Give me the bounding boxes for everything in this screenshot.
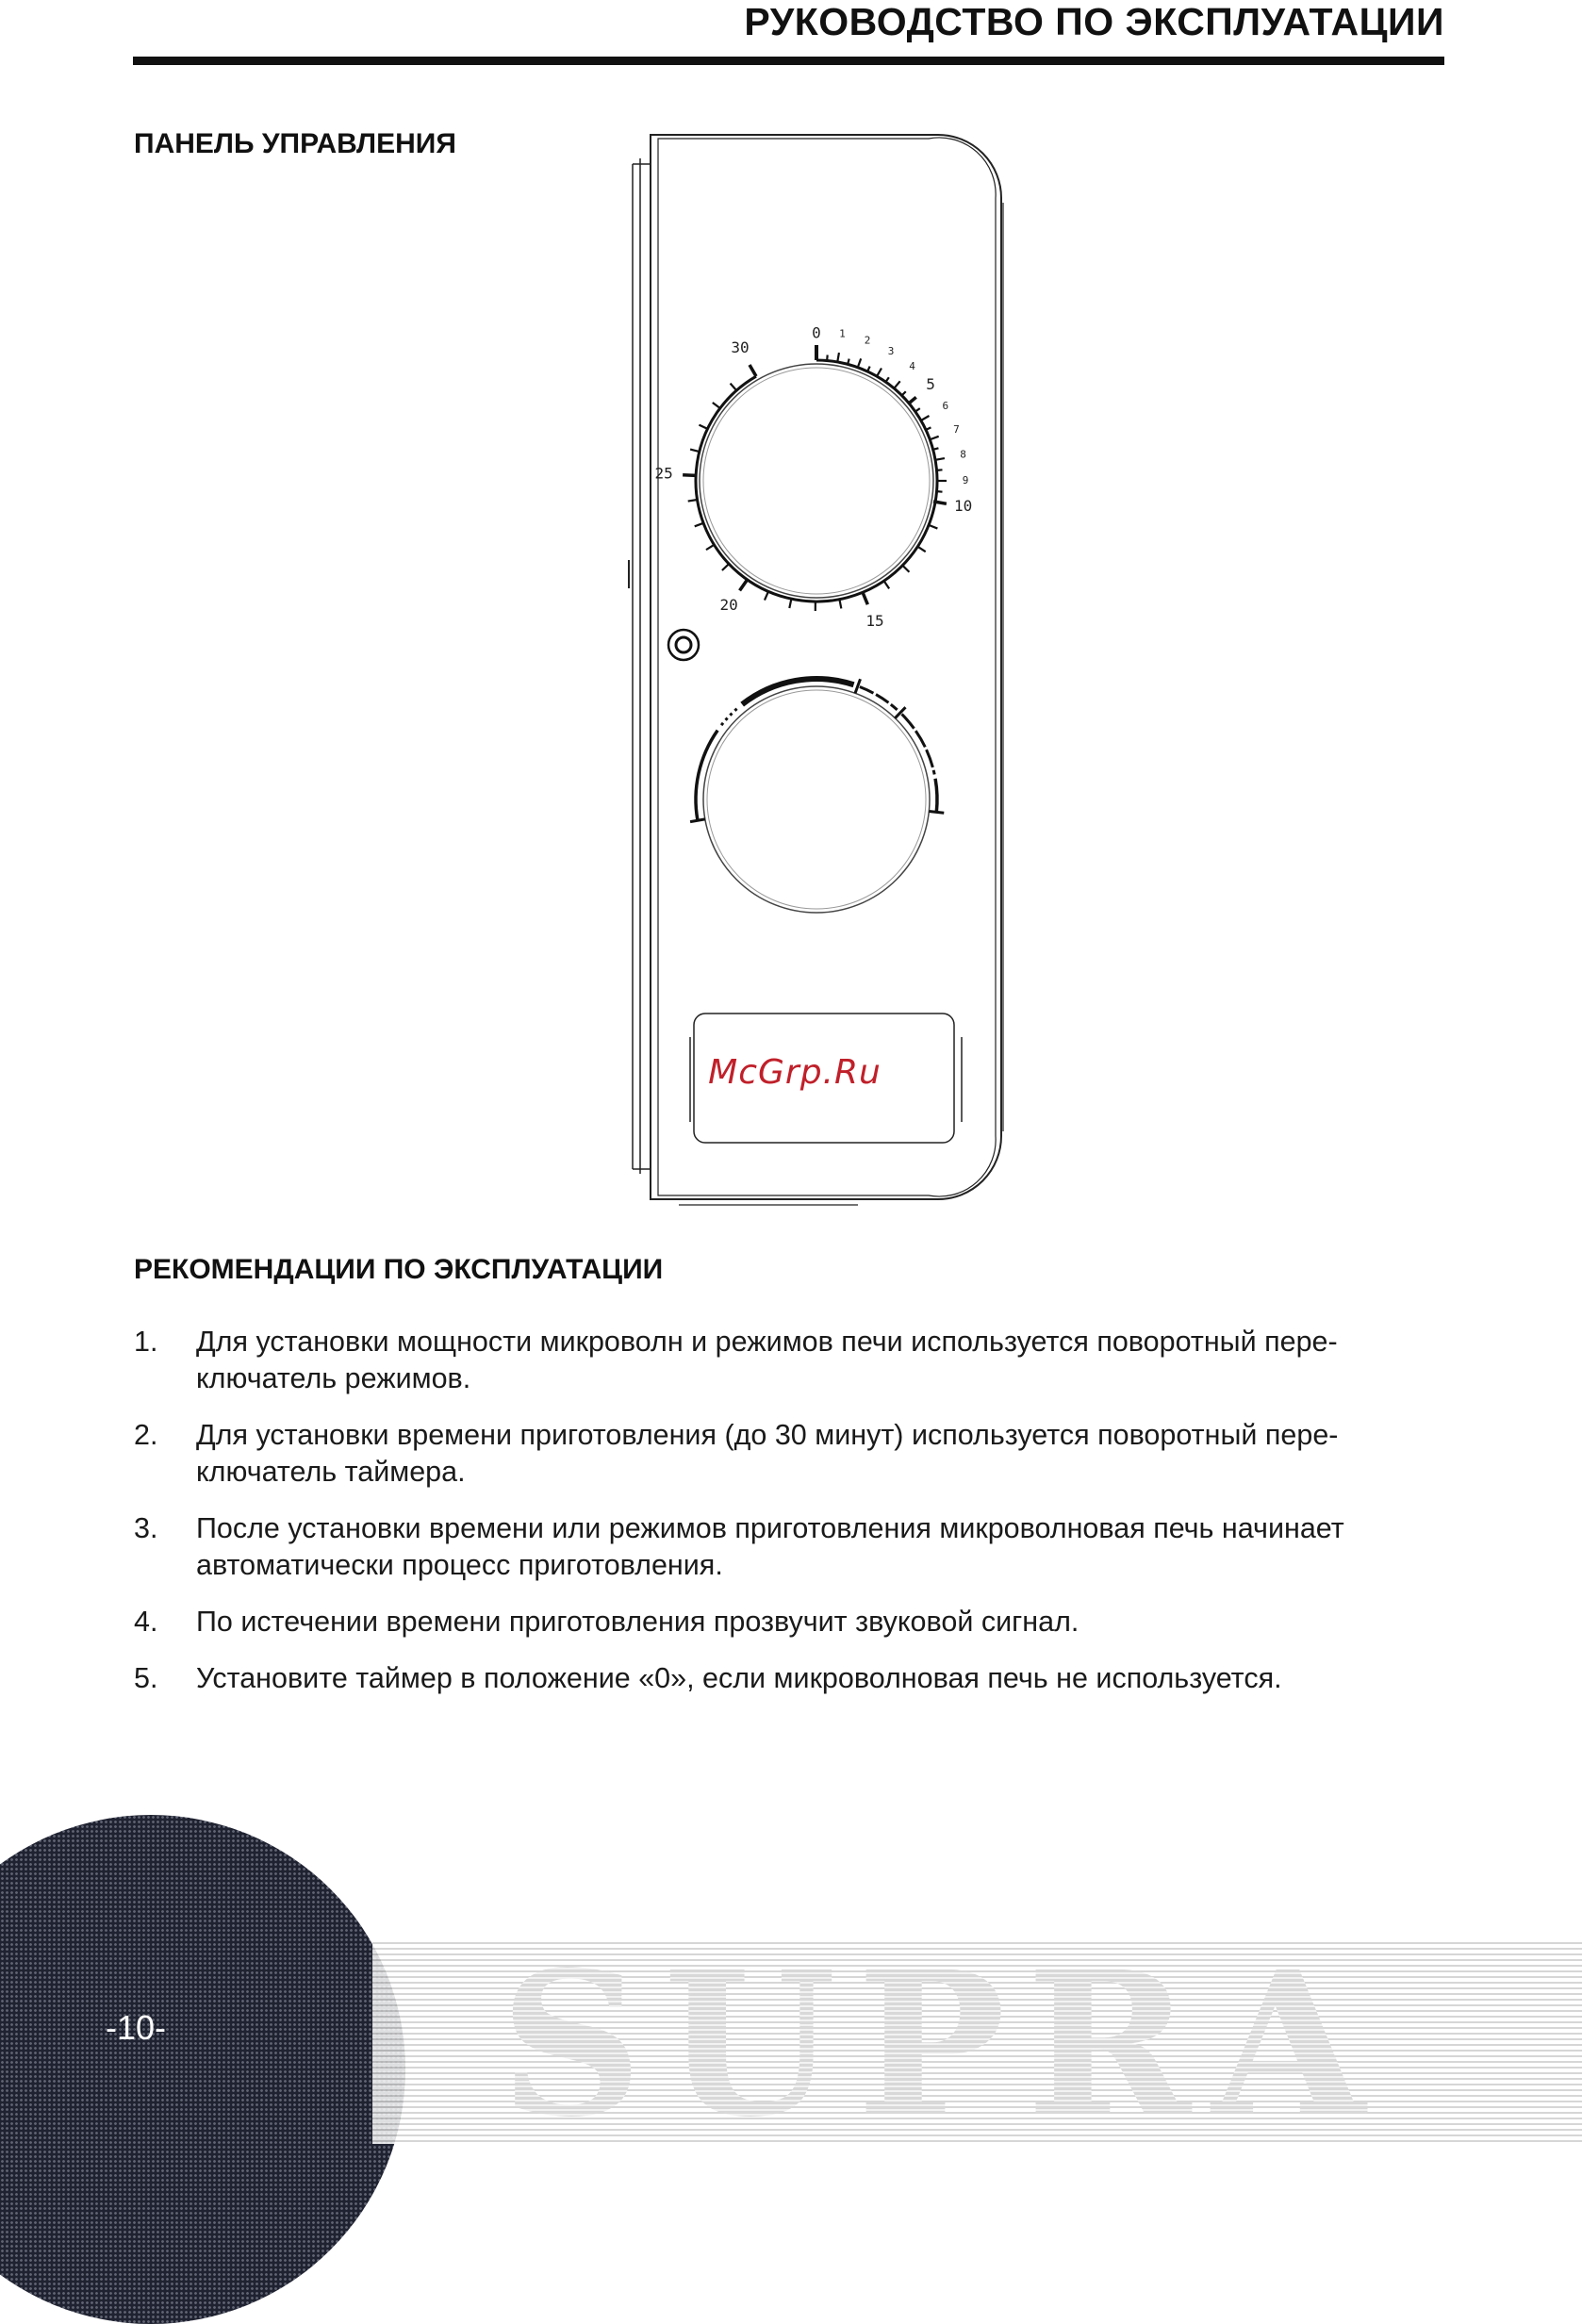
power-scale-marker xyxy=(690,819,705,822)
footer-dotted-circle xyxy=(0,1815,405,2324)
timer-scale-ticks xyxy=(683,345,947,611)
timer-tick xyxy=(750,365,756,376)
indicator-ring-icon xyxy=(668,630,699,660)
list-item xyxy=(134,1660,1446,1697)
timer-tick xyxy=(740,580,748,590)
list-item-number: 2. xyxy=(134,1417,157,1454)
list-item xyxy=(134,1604,1446,1640)
recommendations-title: РЕКОМЕНДАЦИИ ПО ЭКСПЛУАТАЦИИ xyxy=(134,1254,663,1286)
timer-label: 6 xyxy=(943,400,949,412)
power-scale-marker xyxy=(855,679,860,693)
header-rule xyxy=(133,57,1444,65)
timer-label: 4 xyxy=(909,360,915,372)
power-scale-segment xyxy=(860,687,898,710)
power-scale-arc xyxy=(690,679,944,822)
timer-label: 10 xyxy=(954,497,972,515)
timer-label: 30 xyxy=(731,338,749,356)
timer-label: 1 xyxy=(839,327,846,339)
list-item-number: 1. xyxy=(134,1324,157,1360)
list-item-number: 5. xyxy=(134,1660,157,1697)
list-item-text: Установите таймер в положение «0», если микроволновая печь не используется. xyxy=(196,1662,1282,1694)
timer-label: 9 xyxy=(963,474,969,486)
list-item-text: После установки времени или режимов приготовления микроволновая печь начинает автоматически процесс приготовления. xyxy=(196,1512,1344,1581)
list-item-text: По истечении времени приготовления прозвучит звуковой сигнал. xyxy=(196,1606,1079,1638)
power-mode-knob xyxy=(690,679,944,913)
timer-scale-labels xyxy=(655,324,973,631)
control-panel-diagram xyxy=(603,123,1018,1207)
power-scale-marker xyxy=(929,812,944,814)
timer-label: 25 xyxy=(655,464,673,482)
timer-tick xyxy=(863,592,867,604)
brand-logo: SUPRA xyxy=(500,1946,1386,2144)
timer-label: 20 xyxy=(719,596,737,614)
timer-label: 3 xyxy=(888,345,895,357)
list-item-number: 4. xyxy=(134,1604,157,1640)
list-item-number: 3. xyxy=(134,1510,157,1547)
timer-label: 8 xyxy=(960,449,966,461)
timer-label: 2 xyxy=(865,335,871,347)
list-item-text: Для установки времени приготовления (до 30 минут) используется поворотный пере-ключатель таймера. xyxy=(196,1419,1338,1488)
list-item xyxy=(134,1417,1446,1491)
timer-label: 7 xyxy=(953,423,960,436)
power-scale-segment xyxy=(935,779,937,813)
power-scale-segment xyxy=(696,731,717,821)
page-header-title: РУКОВОДСТВО ПО ЭКСПЛУАТАЦИИ xyxy=(744,0,1444,44)
recommendations-list xyxy=(134,1324,1446,1717)
timer-scale-arc xyxy=(696,360,937,602)
list-item xyxy=(134,1510,1446,1584)
panel-outline xyxy=(629,135,1003,1205)
watermark-text: McGrp.Ru xyxy=(708,1053,882,1092)
page-number: -10- xyxy=(106,2008,166,2048)
timer-knob xyxy=(655,324,973,631)
list-item-text: Для установки мощности микроволн и режимов печи используется поворотный пере-ключатель режимов. xyxy=(196,1326,1338,1394)
timer-label: 0 xyxy=(812,324,821,342)
power-scale-segment xyxy=(721,707,739,725)
timer-tick xyxy=(683,475,696,476)
control-panel-title: ПАНЕЛЬ УПРАВЛЕНИЯ xyxy=(134,128,456,160)
timer-label: 15 xyxy=(865,612,883,630)
timer-label: 5 xyxy=(926,375,935,393)
list-item xyxy=(134,1324,1446,1397)
power-scale-segment xyxy=(902,714,935,774)
